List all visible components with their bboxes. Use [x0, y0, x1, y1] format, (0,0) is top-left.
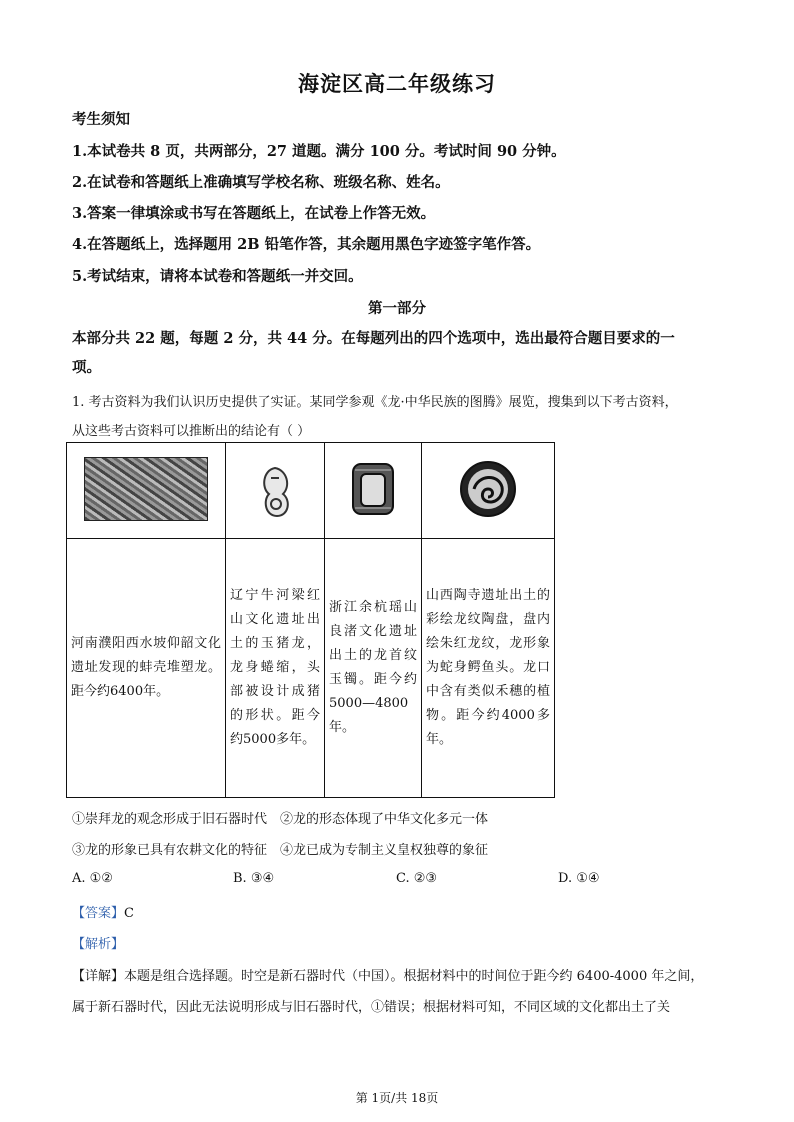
shell-dragon-image [84, 457, 208, 521]
notice-item-5: 5.考试结束，请将本试卷和答题纸一并交回。 [72, 268, 363, 285]
notice-item-2: 2.在试卷和答题纸上准确填写学校名称、班级名称、姓名。 [72, 174, 450, 191]
option-b: B. ③④ [233, 871, 275, 886]
artifact-description: 山西陶寺遗址出土的彩绘龙纹陶盘，盘内绘朱红龙纹，龙形象为蛇身鳄鱼头。龙口中含有类似禾穗的植物。距今约4000多年。 [422, 539, 555, 798]
part-intro-line1: 本部分共 22 题，每题 2 分，共 44 分。在每题列出的四个选项中，选出最符合题目要求的一 [72, 330, 675, 347]
page-title: 海淀区高二年级练习 [298, 71, 496, 96]
artifact-table [66, 442, 555, 798]
option-d: D. ①④ [558, 871, 600, 886]
detail-line2: 属于新石器时代，因此无法说明形成与旧石器时代，①错误；根据材料可知，不同区域的文化都出土了关 [72, 1000, 671, 1015]
notice-heading: 考生须知 [72, 111, 130, 128]
option-c: C. ②③ [396, 871, 438, 886]
answer-line [72, 902, 134, 921]
statements-line1: ①崇拜龙的观念形成于旧石器时代 ②龙的形态体现了中华文化多元一体 [72, 812, 489, 827]
detail-tag: 【详解】 [72, 969, 125, 984]
artifact-image-cell [67, 443, 226, 539]
pig-dragon-jade-image [255, 454, 295, 524]
artifact-image-cell [422, 443, 555, 539]
analysis-line [72, 933, 124, 952]
answer-value: C [124, 906, 134, 921]
jade-bracelet-image [350, 458, 396, 520]
analysis-tag: 【解析】 [72, 937, 125, 952]
option-a: A. ①② [72, 871, 113, 886]
statements-line2: ③龙的形象已具有农耕文化的特征 ④龙已成为专制主义皇权独尊的象征 [72, 843, 489, 858]
painted-pottery-plate-image [458, 459, 518, 519]
question-stem-line2: 从这些考古资料可以推断出的结论有（ ） [72, 424, 311, 439]
part-heading: 第一部分 [368, 300, 426, 317]
artifact-description: 辽宁牛河梁红山文化遗址出土的玉猪龙，龙身蜷缩，头部被设计成猪的形状。距今约5000多年。 [226, 539, 325, 798]
notice-item-3: 3.答案一律填涂或书写在答题纸上，在试卷上作答无效。 [72, 205, 436, 222]
detail-text1: 本题是组合选择题。时空是新石器时代（中国）。根据材料中的时间位于距今约 6400-4000 年之间， [124, 969, 704, 984]
answer-tag: 【答案】 [72, 906, 125, 921]
notice-item-1: 1.本试卷共 8 页，共两部分，27 道题。满分 100 分。考试时间 90 分钟。 [72, 143, 566, 160]
part-intro-line2: 项。 [72, 359, 101, 376]
question-stem-line1: 1. 考古资料为我们认识历史提供了实证。某同学参观《龙·中华民族的图腾》展览，搜集到以下考古资料， [72, 395, 678, 410]
detail-line1 [72, 965, 703, 984]
notice-item-4: 4.在答题纸上，选择题用 2B 铅笔作答，其余题用黑色字迹签字笔作答。 [72, 236, 541, 253]
page-footer: 第 1页/共 18页 [355, 1091, 439, 1105]
artifact-image-cell [226, 443, 325, 539]
artifact-description: 河南濮阳西水坡仰韶文化遗址发现的蚌壳堆塑龙。距今约6400年。 [67, 539, 226, 798]
artifact-image-cell [325, 443, 422, 539]
artifact-description: 浙江余杭瑶山良渚文化遗址出土的龙首纹玉镯。距今约5000—4800年。 [325, 539, 422, 798]
